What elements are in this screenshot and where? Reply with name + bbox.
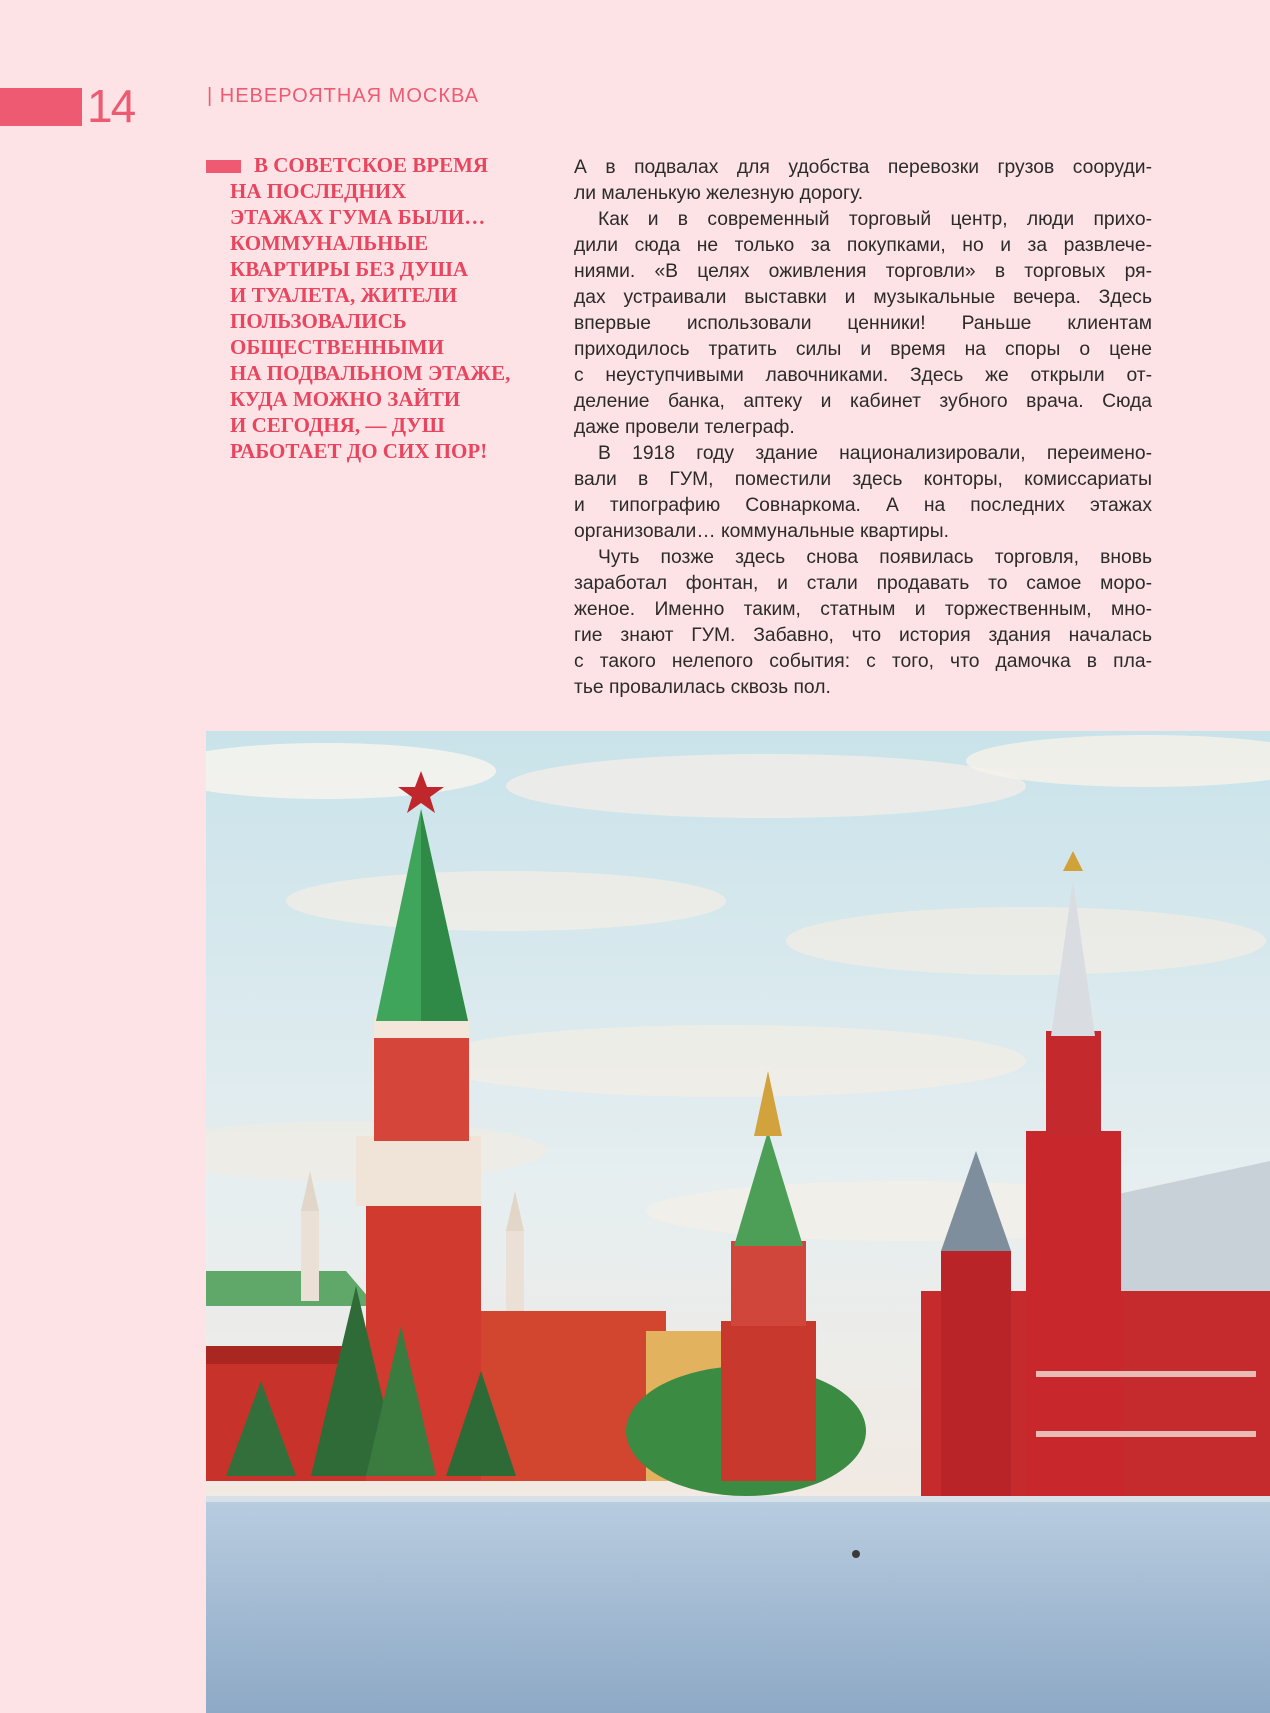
body-line: вали в ГУМ, поместили здесь конторы, комиссариаты (574, 469, 1152, 490)
pull-quote-line: НА ПОДВАЛЬНОМ ЭТАЖЕ, (230, 361, 511, 385)
pull-quote-line: КУДА МОЖНО ЗАЙТИ (230, 387, 461, 411)
corner-tower-mid (731, 1241, 806, 1326)
cloud (426, 1025, 1026, 1097)
body-line: В 1918 году здание национализировали, переимено- (598, 443, 1152, 464)
pigeon-icon (852, 1550, 860, 1558)
pull-quote-line: ПОЛЬЗОВАЛИСЬ (230, 309, 407, 333)
body-line: тье провалилась сквозь пол. (574, 677, 831, 698)
page-number: 14 (87, 80, 135, 132)
pull-quote-line: ЭТАЖАХ ГУМА БЫЛИ… (230, 205, 486, 229)
museum-windows (1036, 1431, 1256, 1437)
pull-quote-line: НА ПОСЛЕДНИХ (230, 179, 407, 203)
body-line: даже провели телеграф. (574, 417, 795, 438)
pull-quote-line: В СОВЕТСКОЕ ВРЕМЯ (254, 153, 489, 177)
small-spire (301, 1211, 319, 1301)
body-line: приходилось тратить силы и время на споры о цене (574, 339, 1152, 360)
body-line: Чуть позже здесь снова появилась торговля, вновь (598, 547, 1152, 568)
cloud (786, 907, 1266, 975)
body-line: с такого нелепого события: с того, что дамочка в пла- (574, 651, 1152, 672)
body-line: с неуступчивыми лавочниками. Здесь же открыли от- (574, 365, 1152, 386)
body-line: Как и в современный торговый центр, люди прихо- (598, 209, 1152, 230)
museum-tower-main (1026, 1131, 1121, 1496)
body-line: и типографию Совнаркома. А на последних этажах (574, 495, 1152, 516)
body-line: организовали… коммунальные квартиры. (574, 521, 949, 542)
body-line: дах устраивали выставки и музыкальные вечера. Здесь (574, 287, 1152, 308)
kremlin-photo (206, 731, 1270, 1713)
body-line: заработал фонтан, и стали продавать то самое моро- (574, 573, 1152, 594)
pavement-edge (206, 1496, 1270, 1502)
body-line: ниями. «В целях оживления торговли» в торговых ря- (574, 261, 1152, 282)
cloud (506, 754, 1026, 818)
body-line: А в подвалах для удобства перевозки грузов сооруди- (574, 157, 1152, 178)
pull-quote-line: КОММУНАЛЬНЫЕ (230, 231, 429, 255)
pull-quote-line: И СЕГОДНЯ, — ДУШ (230, 413, 445, 437)
museum-tower-top (1046, 1031, 1101, 1136)
small-spire (506, 1231, 524, 1311)
nikolskaya-tower-gallery (356, 1136, 481, 1206)
body-line: ли маленькую железную дорогу. (574, 183, 864, 204)
pull-quote-line: РАБОТАЕТ ДО СИХ ПОР! (230, 439, 488, 463)
body-line: дили сюда не только за покупками, но и за развлече- (574, 235, 1152, 256)
corner-tower-base (721, 1321, 816, 1481)
pull-quote (230, 152, 550, 464)
page-number-bar (0, 88, 82, 126)
body-line: впервые использовали ценники! Раньше клиентам (574, 313, 1152, 334)
body-line: гие знают ГУМ. Забавно, что история здания началась (574, 625, 1152, 646)
museum-tower-left (941, 1251, 1011, 1496)
body-line: женое. Именно таким, статным и торжественным, мно- (574, 599, 1152, 620)
cloud (286, 871, 726, 931)
red-square-pavement (206, 1496, 1270, 1713)
article-body (574, 155, 1152, 701)
pull-quote-line: И ТУАЛЕТА, ЖИТЕЛИ (230, 283, 458, 307)
pull-quote-line: ОБЩЕСТВЕННЫМИ (230, 335, 444, 359)
pull-quote-line: КВАРТИРЫ БЕЗ ДУША (230, 257, 469, 281)
museum-windows (1036, 1371, 1256, 1377)
running-title: | НЕВЕРОЯТНАЯ МОСКВА (207, 85, 480, 107)
palace-roof (206, 1271, 376, 1306)
body-line: деление банка, аптеку и кабинет зубного врача. Сюда (574, 391, 1152, 412)
